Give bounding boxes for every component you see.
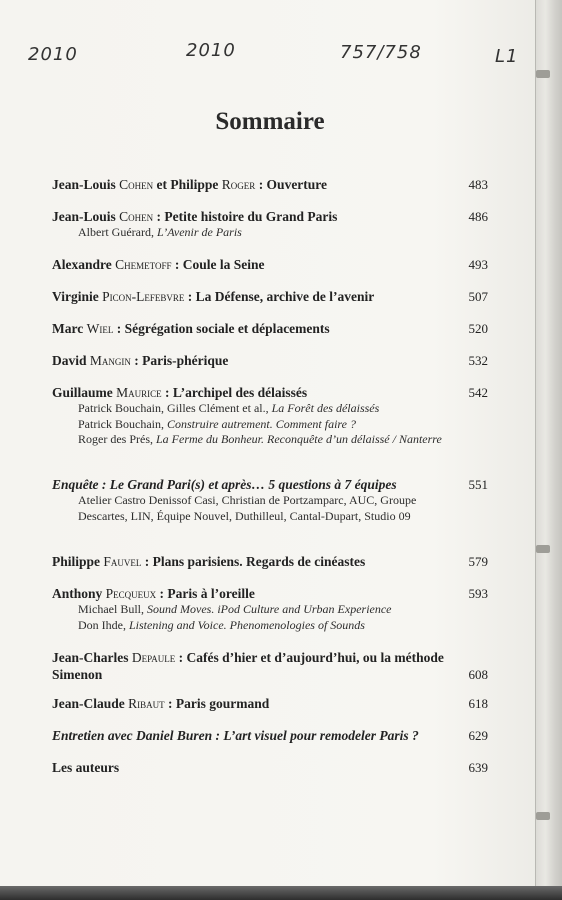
page-number: 520 <box>468 321 488 336</box>
sub-entry: Don Ihde, Listening and Voice. Phenomenologies of Sounds <box>78 617 365 632</box>
page-number: 551 <box>468 477 488 492</box>
page-number: 507 <box>468 289 488 304</box>
toc-entry: Entretien avec Daniel Buren : L’art visuel pour remodeler Paris ? 629 <box>52 728 488 743</box>
handwritten-note-left: 2010 <box>28 44 78 65</box>
page-number: 532 <box>468 353 488 368</box>
handwritten-note-center: 2010 <box>186 40 236 61</box>
toc-entry: Virginie Picon-Lefebvre : La Défense, archive de l’avenir 507 <box>52 289 488 304</box>
page-number: 483 <box>468 177 488 192</box>
sub-entry: Patrick Bouchain, Gilles Clément et al., La Forêt des délaissés <box>78 401 380 415</box>
sub-entry: Albert Guérard, L’Avenir de Paris <box>78 225 242 239</box>
toc-entry: Guillaume Maurice : L’archipel des délaissés 542 Patrick Bouchain, Gilles Clément et al., La Forêt des délaissés Patrick Bouchain, Construire autrement. Comment faire ? Roger des Prés, La Ferme du Bonheur. Reconquête d’un délaissé / Nanterre <box>52 385 488 446</box>
page-number: 486 <box>468 209 488 224</box>
page-number: 629 <box>468 728 488 743</box>
page-number: 608 <box>468 667 488 682</box>
toc-entry: Enquête : Le Grand Pari(s) et après… 5 questions à 7 équipes 551 Atelier Castro Denissof Casi, Christian de Portzamparc, AUC, Groupe Descartes, LIN, Équipe Nouvel, Duthilleul, Cantal-Dupart, Studio 09 <box>52 477 488 523</box>
toc-entry: Anthony Pecqueux : Paris à l’oreille 593 Michael Bull, Sound Moves. iPod Culture and Urban Experience Don Ihde, Listening and Voice. Phenomenologies of Sounds <box>52 586 488 632</box>
handwritten-note-corner: L1 <box>495 46 519 67</box>
toc-entry: Alexandre Chemetoff : Coule la Seine 493 <box>52 257 488 272</box>
page-number: 493 <box>468 257 488 272</box>
toc-entry: David Mangin : Paris-phérique 532 <box>52 353 488 368</box>
page-number: 639 <box>468 760 488 775</box>
sub-entry: Atelier Castro Denissof Casi, Christian de Portzamparc, AUC, Groupe Descartes, LIN, Équipe Nouvel, Duthilleul, Cantal-Dupart, Studio 09 <box>78 493 417 523</box>
binder-tab <box>536 812 550 820</box>
page-number: 593 <box>468 586 488 601</box>
toc-entry: Les auteurs 639 <box>52 760 488 775</box>
binder-tab <box>536 70 550 78</box>
toc-entry: Jean-Louis Cohen : Petite histoire du Grand Paris 486 Albert Guérard, L’Avenir de Paris <box>52 209 488 239</box>
toc-entry: Jean-Claude Ribaut : Paris gourmand 618 <box>52 696 488 711</box>
binder-tab <box>536 545 550 553</box>
toc-entry: Philippe Fauvel : Plans parisiens. Regards de cinéastes 579 <box>52 554 488 569</box>
page-number: 618 <box>468 696 488 711</box>
page-number: 542 <box>468 385 488 400</box>
page-title: Sommaire <box>215 108 325 135</box>
scan-shadow-bar <box>0 886 562 900</box>
toc-entry: Jean-Charles Depaule : Cafés d’hier et d’aujourd’hui, ou la méthode Simenon 608 <box>52 650 488 682</box>
toc-entry: Jean-Louis Cohen et Philippe Roger : Ouverture 483 <box>52 177 488 192</box>
handwritten-note-right: 757/758 <box>340 42 422 63</box>
sub-entry: Roger des Prés, La Ferme du Bonheur. Reconquête d’un délaissé / Nanterre <box>78 432 442 446</box>
sub-entry: Michael Bull, Sound Moves. iPod Culture and Urban Experience <box>78 602 392 616</box>
sub-entry: Patrick Bouchain, Construire autrement. Comment faire ? <box>78 416 356 431</box>
page-number: 579 <box>468 554 488 569</box>
toc-entry: Marc Wiel : Ségrégation sociale et déplacements 520 <box>52 321 488 336</box>
